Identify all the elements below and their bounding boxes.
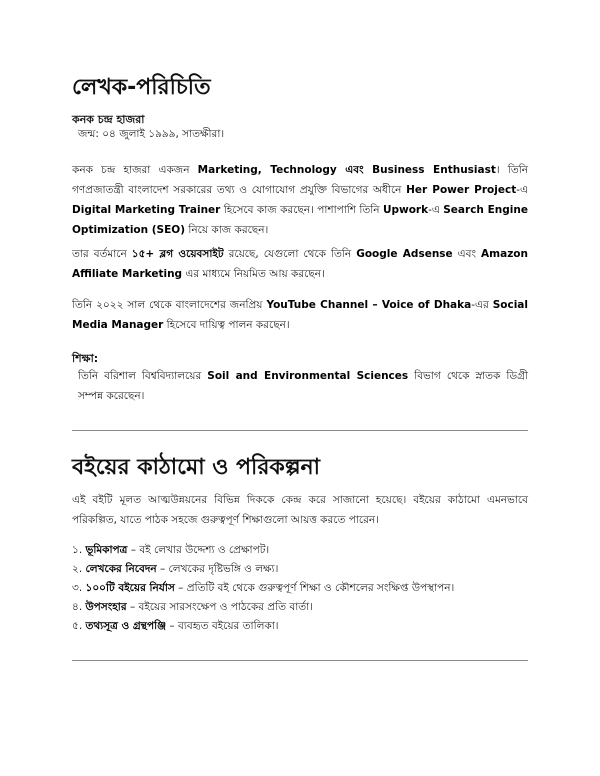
author-birth: জন্ম: ০৪ জুলাই ১৯৯৯, সাতক্ষীরা। (78, 128, 225, 140)
author-name: কনক চন্দ্র হাজরা (72, 113, 145, 126)
list-item: ৫. তথ্যসূত্র ও গ্রন্থপঞ্জি – ব্যবহৃত বইয়ের তালিকা। (72, 620, 279, 632)
education-text: তিনি বরিশাল বিশ্ববিদ্যালয়ের Soil and Environmental Sciences বিভাগ থেকে স্নাতক ডিগ্রী সম্পন্ন করেছেন। (78, 370, 529, 402)
section-divider (72, 430, 528, 431)
book-structure-list (72, 541, 542, 636)
author-bio-paragraph-1: কনক চন্দ্র হাজরা একজন Marketing, Technology এবং Business Enthusiast। তিনি গণপ্রজাতন্ত্রী বাংলাদেশ সরকারের তথ্য ও যোগাযোগ প্রযুক্তি বিভাগের অধীনে Her Power Project-এ Digital Marketing Trainer হিসেবে কাজ করছেন। পাশাপাশি তিনি Upwork-এ Search Engine Optimization (SEO) নিয়ে কাজ করছেন। (72, 164, 528, 236)
author-section-title: লেখক-পরিচিতি (72, 75, 211, 100)
book-intro-paragraph: এই বইটি মূলত আত্মউন্নয়নের বিভিন্ন দিককে কেন্দ্র করে সাজানো হয়েছে। বইয়ের কাঠামো এমনভাবে পরিকল্পিত, যাতে পাঠক সহজে গুরুত্বপূর্ণ শিক্ষাগুলো আয়ত্ত করতে পারেন। (72, 494, 528, 526)
section-divider (72, 660, 528, 661)
list-item: ১. ভূমিকাপত্র – বই লেখার উদ্দেশ্য ও প্রেক্ষাপট। (72, 544, 270, 556)
education-label: শিক্ষা: (72, 352, 99, 365)
list-item: ২. লেখকের নিবেদন – লেখকের দৃষ্টিভঙ্গি ও লক্ষ্য। (72, 563, 279, 575)
book-section-title: বইয়ের কাঠামো ও পরিকল্পনা (72, 455, 321, 480)
author-bio-paragraph-3: তিনি ২০২২ সাল থেকে বাংলাদেশের জনপ্রিয় YouTube Channel – Voice of Dhaka-এর Social Media Manager হিসেবে দায়িত্ব পালন করছেন। (72, 299, 528, 331)
author-bio-paragraph-2: তার বর্তমানে ১৫+ ব্লগ ওয়েবসাইট রয়েছে, যেগুলো থেকে তিনি Google Adsense এবং Amazon Affiliate Marketing এর মাধ্যমে নিয়মিত আয় করছেন। (72, 248, 528, 280)
list-item: ৪. উপসংহার – বইয়ের সারসংক্ষেপ ও পাঠকের প্রতি বার্তা। (72, 601, 313, 613)
list-item: ৩. ১০০টি বইয়ের নির্যাস – প্রতিটি বই থেকে গুরুত্বপূর্ণ শিক্ষা ও কৌশলের সংক্ষিপ্ত উপস্থাপন। (72, 582, 455, 594)
